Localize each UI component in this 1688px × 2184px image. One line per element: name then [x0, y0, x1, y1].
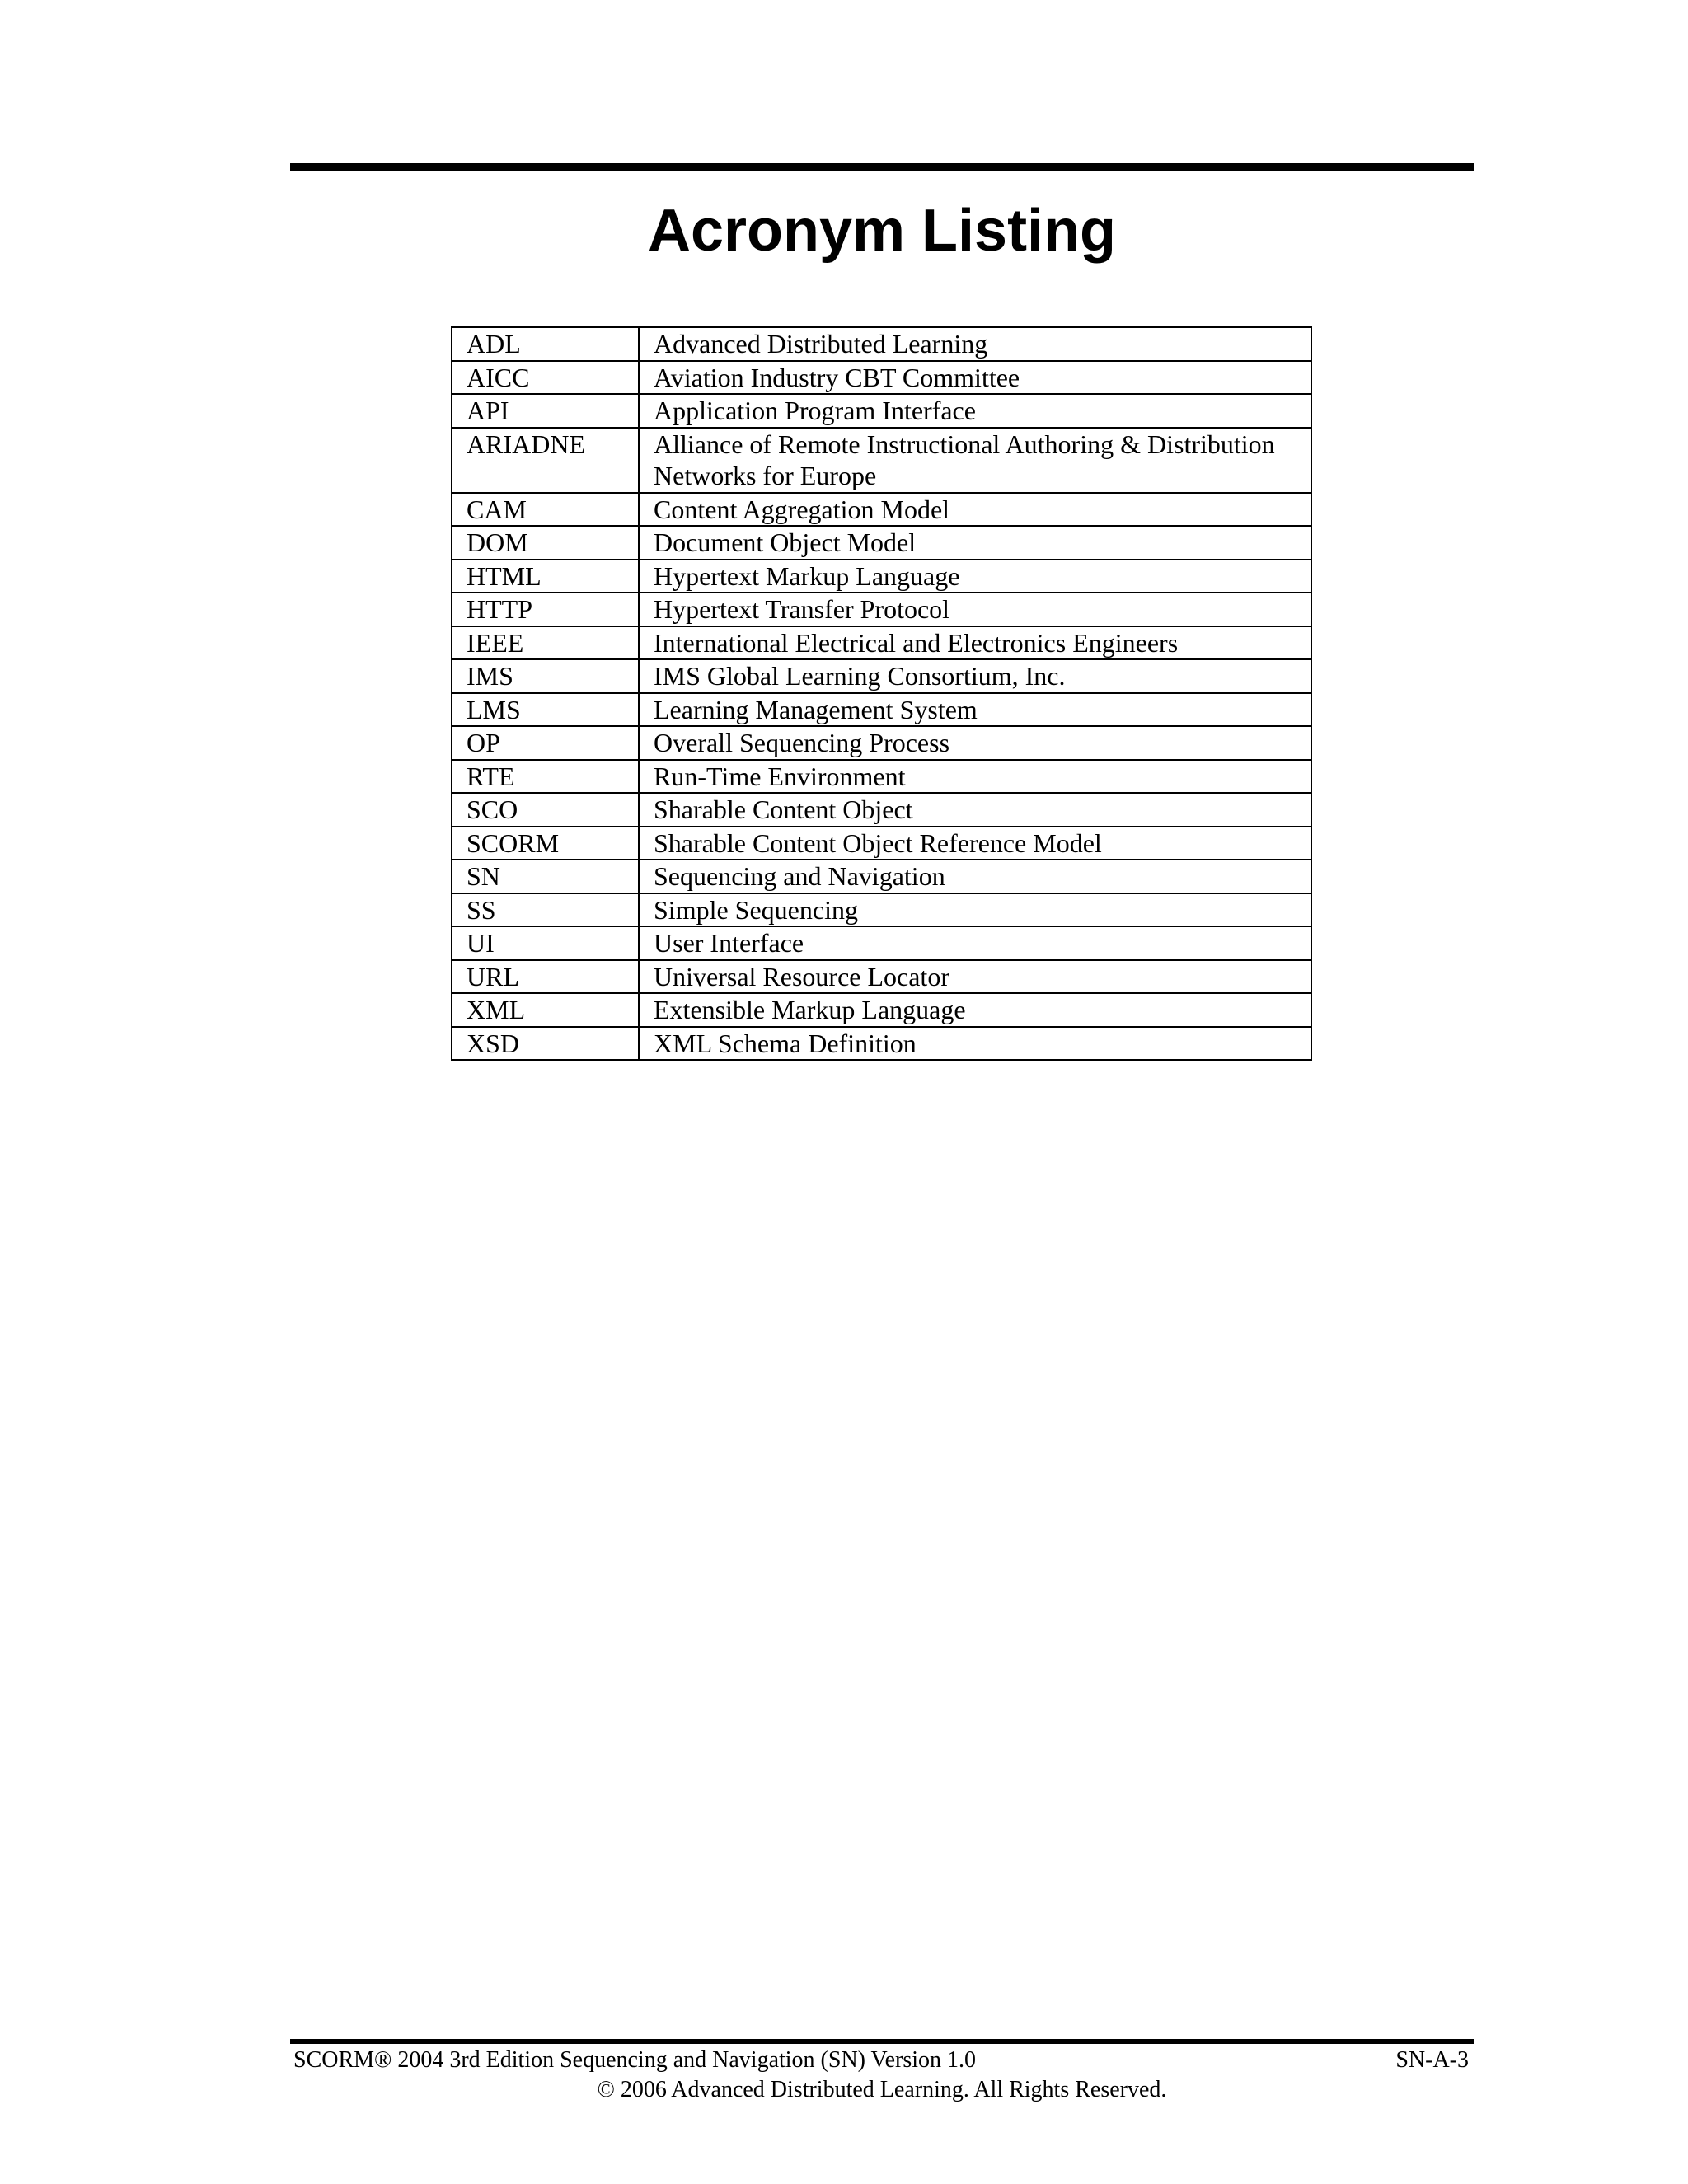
definition-cell: IMS Global Learning Consortium, Inc.: [639, 659, 1311, 693]
acronym-cell: SS: [452, 893, 639, 927]
table-row: [452, 726, 1311, 760]
table-row: [452, 693, 1311, 727]
definition-cell: Document Object Model: [639, 526, 1311, 560]
footer-page-number: SN-A-3: [1395, 2047, 1469, 2073]
definition-cell: Learning Management System: [639, 693, 1311, 727]
table-row: [452, 560, 1311, 593]
acronym-cell: DOM: [452, 526, 639, 560]
table-row: [452, 960, 1311, 994]
definition-cell: Sharable Content Object: [639, 793, 1311, 827]
acronym-cell: ARIADNE: [452, 428, 639, 493]
definition-cell: User Interface: [639, 926, 1311, 960]
acronym-cell: XSD: [452, 1027, 639, 1061]
table-row: [452, 428, 1311, 493]
definition-cell: Content Aggregation Model: [639, 493, 1311, 527]
acronym-cell: LMS: [452, 693, 639, 727]
definition-cell: Alliance of Remote Instructional Authoring & Distribution Networks for Europe: [639, 428, 1311, 493]
acronym-cell: HTTP: [452, 593, 639, 626]
table-row: [452, 926, 1311, 960]
footer-document-title: SCORM® 2004 3rd Edition Sequencing and Navigation (SN) Version 1.0: [293, 2047, 977, 2073]
definition-cell: Universal Resource Locator: [639, 960, 1311, 994]
table-row: [452, 793, 1311, 827]
acronym-cell: XML: [452, 993, 639, 1027]
acronym-cell: SCORM: [452, 827, 639, 860]
table-row: [452, 893, 1311, 927]
page-title: Acronym Listing: [647, 198, 1117, 264]
definition-cell: Hypertext Transfer Protocol: [639, 593, 1311, 626]
acronym-cell: API: [452, 394, 639, 428]
table-row: [452, 526, 1311, 560]
table-row: [452, 593, 1311, 626]
definition-cell: Sequencing and Navigation: [639, 860, 1311, 893]
table-row: [452, 493, 1311, 527]
acronym-cell: AICC: [452, 361, 639, 395]
acronym-cell: SCO: [452, 793, 639, 827]
definition-cell: Simple Sequencing: [639, 893, 1311, 927]
table-row: [452, 1027, 1311, 1061]
acronym-table: [451, 326, 1312, 1061]
table-row: [452, 993, 1311, 1027]
acronym-cell: OP: [452, 726, 639, 760]
definition-cell: Advanced Distributed Learning: [639, 327, 1311, 361]
definition-cell: Aviation Industry CBT Committee: [639, 361, 1311, 395]
table-row: [452, 760, 1311, 794]
acronym-cell: UI: [452, 926, 639, 960]
acronym-cell: ADL: [452, 327, 639, 361]
table-row: [452, 626, 1311, 660]
table-row: [452, 361, 1311, 395]
table-row: [452, 394, 1311, 428]
definition-cell: XML Schema Definition: [639, 1027, 1311, 1061]
acronym-cell: URL: [452, 960, 639, 994]
acronym-cell: RTE: [452, 760, 639, 794]
definition-cell: Application Program Interface: [639, 394, 1311, 428]
table-row: [452, 327, 1311, 361]
definition-cell: International Electrical and Electronics Engineers: [639, 626, 1311, 660]
definition-cell: Run-Time Environment: [639, 760, 1311, 794]
acronym-cell: SN: [452, 860, 639, 893]
top-rule: [290, 163, 1474, 171]
acronym-cell: IMS: [452, 659, 639, 693]
definition-cell: Sharable Content Object Reference Model: [639, 827, 1311, 860]
footer-copyright: © 2006 Advanced Distributed Learning. All Rights Reserved.: [597, 2077, 1167, 2102]
definition-cell: Extensible Markup Language: [639, 993, 1311, 1027]
acronym-cell: HTML: [452, 560, 639, 593]
table-row: [452, 827, 1311, 860]
definition-cell: Hypertext Markup Language: [639, 560, 1311, 593]
bottom-rule: [290, 2039, 1474, 2044]
acronym-cell: CAM: [452, 493, 639, 527]
definition-cell: Overall Sequencing Process: [639, 726, 1311, 760]
table-row: [452, 860, 1311, 893]
table-row: [452, 659, 1311, 693]
acronym-cell: IEEE: [452, 626, 639, 660]
acronym-table-body: [452, 327, 1311, 1060]
